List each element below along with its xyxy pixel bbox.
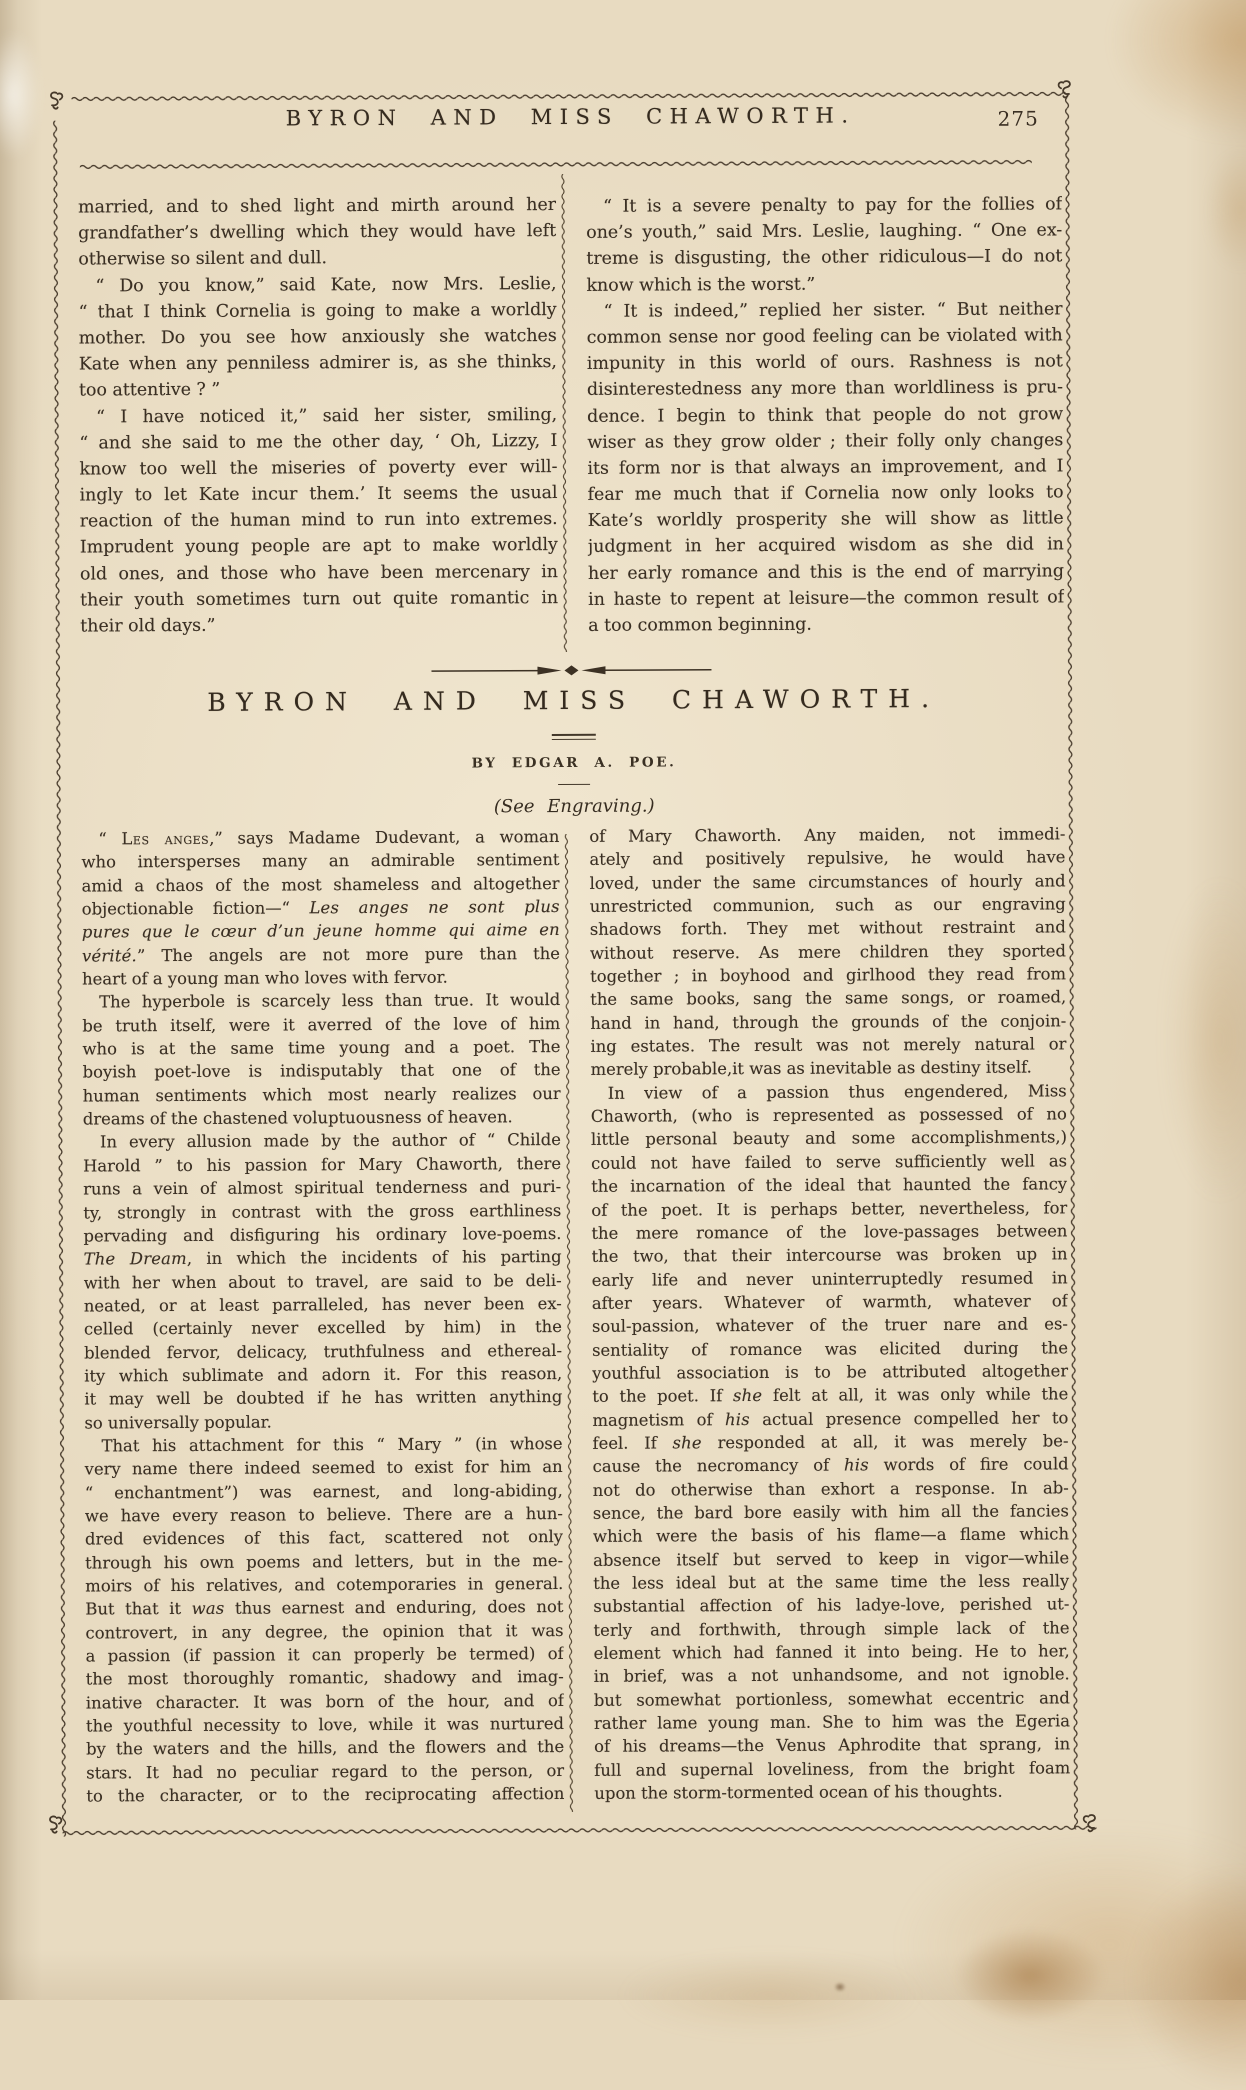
- text-line: loved, under the same circumstances of hourly and: [589, 871, 1066, 893]
- text-line: one’s youth,” said Mrs. Leslie, laughing. “ One ex-: [586, 220, 1063, 244]
- text-line: feel. If she responded at all, it was merely be-: [592, 1431, 1069, 1453]
- header-rule: [80, 159, 1032, 171]
- text-line: “ that I think Cornelia is going to make a worldly: [78, 299, 557, 323]
- page-number: 275: [997, 106, 1039, 131]
- text-line: ity which sublimate and adorn it. For this reason,: [84, 1363, 563, 1386]
- corner-ornament-bottom-left: [46, 1815, 64, 1833]
- text-line: sence, the bard bore easily with him all the fancies: [592, 1501, 1069, 1523]
- text-line: ately and positively repulsive, he would have: [589, 847, 1066, 870]
- text-line: The Dream, in which the incidents of his parting: [83, 1247, 562, 1269]
- article-column-left: [81, 825, 564, 1808]
- text-line: unrestricted communion, such as our engraving: [589, 894, 1066, 916]
- text-line: but somewhat portionless, somewhat eccentric and: [593, 1688, 1070, 1710]
- text-line: Harold ” to his passion for Mary Chaworth, there: [83, 1153, 562, 1176]
- text-line: cause the necromancy of his words of fire could: [592, 1454, 1069, 1477]
- text-line: “ It is a severe penalty to pay for the follies of: [603, 194, 1063, 217]
- column-divider-article: [563, 834, 574, 1812]
- text-line: the most thoroughly romantic, shadowy and imag-: [85, 1667, 564, 1689]
- text-line: The hyperbole is scarcely less than true. It would: [99, 990, 561, 1012]
- text-line: element which had fanned it into being. He to her,: [593, 1641, 1070, 1663]
- text-line: “ I have noticed it,” said her sister, smiling,: [96, 404, 558, 427]
- text-line: blended fervor, delicacy, truthfulness and ethereal-: [83, 1340, 563, 1363]
- text-line: sentiality of romance was elicited during the: [591, 1337, 1069, 1360]
- text-line: boyish poet-love is indisputably that one of the: [82, 1060, 561, 1082]
- text-line: disinterestedness any more than worldliness is pru-: [586, 377, 1064, 401]
- text-line: substantial affection of his ladye-love, perished ut-: [593, 1594, 1070, 1617]
- text-line: the youthful necessity to love, while it was nurtured: [85, 1714, 565, 1736]
- text-line: not do otherwise than exhort a response. In ab-: [592, 1477, 1069, 1500]
- text-line: judgment in her acquired wisdom as she did in: [587, 534, 1064, 558]
- text-line: dred evidences of this fact, scattered not only: [84, 1527, 564, 1549]
- text-line: moirs of his relatives, and cotemporaries in general.: [85, 1573, 564, 1596]
- text-line: “ Do you know,” said Kate, now Mrs. Leslie,: [95, 273, 557, 296]
- text-line: ingly to let Kate incur them.’ It seems the usual: [79, 483, 558, 506]
- text-line: fear me much that if Cornelia now only looks to: [587, 482, 1064, 505]
- text-line: grandfather’s dwelling which they would have left: [78, 221, 557, 244]
- text-line: who intersperses many an admirable sentiment: [81, 850, 560, 872]
- text-line: “ It is indeed,” replied her sister. “ But neither: [603, 299, 1063, 322]
- text-line: be truth itself, were it averred of the love of him: [82, 1013, 561, 1036]
- text-line: treme is disgusting, the other ridiculous—I do not: [586, 246, 1063, 270]
- text-line: Chaworth, (who is represented as possessed of no: [590, 1104, 1067, 1126]
- corner-ornament-bottom-right: [1080, 1813, 1098, 1831]
- text-line: in brief, was a not unhandsome, and not ignoble.: [593, 1664, 1070, 1687]
- text-line: merely probable,it was as inevitable as destiny itself.: [590, 1057, 1032, 1080]
- text-line: hand in hand, through the grounds of the conjoin-: [590, 1011, 1067, 1033]
- text-line: full and supernal loveliness, from the bright foam: [594, 1758, 1071, 1780]
- text-line: impunity in this world of ours. Rashness is not: [586, 351, 1063, 374]
- text-line: a too common beginning.: [588, 614, 812, 636]
- text-line: the same books, sang the same songs, or roamed,: [590, 987, 1067, 1010]
- text-line: Kate’s worldly prosperity she will show as little: [587, 508, 1064, 532]
- engraving-note: (See Engraving.): [493, 795, 655, 818]
- text-line: too attentive ? ”: [78, 380, 221, 401]
- left-border: [52, 121, 68, 1837]
- column-divider-top-section: [560, 174, 569, 652]
- text-line: married, and to shed light and mirth around her: [78, 195, 557, 218]
- text-line: wiser as they grow older ; their folly only changes: [587, 430, 1064, 453]
- text-line: of Mary Chaworth. Any maiden, not immedi-: [589, 824, 1066, 846]
- text-line: Imprudent young people are apt to make worldly: [79, 535, 558, 558]
- text-line: a passion (if passion it can properly be termed) of: [85, 1644, 564, 1666]
- text-line: “ enchantment”) was earnest, and long-abiding,: [84, 1480, 563, 1503]
- corner-ornament-top-right: [1055, 79, 1073, 97]
- text-line: so universally popular.: [84, 1412, 272, 1433]
- continuation-column-left: [78, 192, 558, 640]
- text-line: to the poet. If she felt at all, it was only while the: [592, 1384, 1069, 1407]
- text-line: of the poet. It is perhaps better, nevertheless, for: [591, 1197, 1068, 1220]
- text-line: with her when about to travel, are said to be deli-: [83, 1270, 562, 1293]
- text-line: pervading and disfiguring his ordinary love-poems.: [83, 1223, 562, 1246]
- text-line: their old days.”: [80, 615, 216, 637]
- text-line: “ Les anges,” says Madame Dudevant, a woman: [98, 827, 560, 849]
- text-line: which were the basis of his flame—a flame which: [592, 1524, 1070, 1547]
- text-line: of his dreams—the Venus Aphrodite that sprang, in: [594, 1734, 1071, 1757]
- text-line: the two, that their intercourse was broken up in: [591, 1244, 1068, 1267]
- bottom-border: [63, 1824, 1097, 1836]
- text-line: know too well the miseries of poverty ever will-: [79, 456, 558, 480]
- text-line: vérité.” The angels are not more pure than the: [81, 943, 561, 966]
- text-line: who is at the same time young and a poet. The: [82, 1037, 561, 1059]
- text-line: stars. It had no peculiar regard to the person, or: [86, 1760, 565, 1783]
- running-title: BYRON AND MISS CHAWORTH.: [285, 103, 856, 131]
- text-line: heart of a young man who loves with fervor.: [82, 967, 448, 989]
- text-line: we have every reason to believe. There are a hun-: [84, 1503, 563, 1526]
- text-line: old ones, and those who have been mercenary in: [79, 561, 559, 585]
- text-line: But that it was thus earnest and enduring, does not: [85, 1597, 564, 1619]
- text-line: know which is the worst.”: [586, 274, 816, 296]
- title-rule: [552, 734, 596, 740]
- text-line: to the character, or to the reciprocating affection: [86, 1784, 565, 1806]
- text-line: it may well be doubted if he has written anything: [84, 1387, 563, 1409]
- text-line: mother. Do you see how anxiously she watches: [78, 325, 557, 349]
- top-border: [71, 90, 1065, 102]
- text-line: rather lame young man. She to him was the Egeria: [593, 1711, 1071, 1733]
- text-line: common sense nor good feeling can be violated with: [586, 325, 1063, 348]
- text-line: otherwise so silent and dull.: [78, 248, 328, 270]
- text-line: In view of a passion thus engendered, Miss: [607, 1081, 1067, 1103]
- text-line: In every allusion made by the author of “ Childe: [99, 1130, 561, 1152]
- text-line: in haste to repent at leisure—the common result of: [588, 587, 1065, 610]
- text-line: the less ideal but at the same time the less really: [593, 1571, 1070, 1593]
- text-line: early life and never uninterruptedly resumed in: [591, 1267, 1068, 1290]
- text-line: without reserve. As mere children they sported: [589, 941, 1067, 963]
- text-line: together ; in boyhood and girlhood they read from: [590, 964, 1067, 986]
- text-line: through his own poems and letters, but in the me-: [85, 1550, 564, 1573]
- text-line: neated, or at least parralleled, has never been ex-: [83, 1293, 562, 1316]
- text-line: runs a vein of almost spiritual tenderness and puri-: [83, 1177, 562, 1199]
- text-line: could not have failed to serve sufficiently well as: [591, 1151, 1068, 1173]
- text-line: soul-passion, whatever of the truer nare and es-: [591, 1314, 1068, 1337]
- text-line: ing estates. The result was not merely natural or: [590, 1034, 1067, 1056]
- text-line: amid a chaos of the most shameless and altogether: [81, 873, 560, 896]
- text-line: absence itself but served to keep in vigor—while: [593, 1547, 1070, 1570]
- text-line: ty, strongly in contrast with the gross earthliness: [83, 1200, 562, 1222]
- text-line: its form nor is that always an improvement, and I: [587, 456, 1064, 479]
- continuation-column-right: [586, 191, 1064, 639]
- text-line: dence. I begin to think that people do not grow: [587, 403, 1064, 427]
- text-line: the incarnation of the ideal that haunted the fancy: [591, 1174, 1068, 1196]
- text-line: by the waters and the hills, and the flowers and the: [86, 1737, 565, 1759]
- text-line: very name there indeed seemed to exist for him an: [84, 1457, 563, 1479]
- text-line: human sentiments which most nearly realizes our: [82, 1083, 561, 1106]
- article-title: BYRON AND MISS CHAWORTH.: [207, 684, 941, 717]
- byline-rule: [558, 784, 590, 787]
- text-line: magnetism of his actual presence compelled her to: [592, 1407, 1069, 1430]
- text-line: shadows forth. They met without restraint and: [589, 917, 1066, 940]
- text-line: the mere romance of the love-passages between: [591, 1221, 1068, 1243]
- text-line: youthful association is to be attributed altogether: [592, 1361, 1069, 1383]
- article-column-right: [589, 822, 1070, 1805]
- text-line: “ and she said to me the other day, ‘ Oh, Lizzy, I: [79, 430, 558, 454]
- text-line: her early romance and this is the end of marrying: [587, 560, 1065, 584]
- text-line: their youth sometimes turn out quite romantic in: [80, 587, 559, 611]
- text-line: celled (certainly never excelled by him) in the: [83, 1317, 562, 1339]
- article-byline: BY EDGAR A. POE.: [471, 754, 677, 772]
- section-divider-ornament: [431, 663, 711, 677]
- text-line: Kate when any penniless admirer is, as she thinks,: [78, 352, 557, 375]
- text-line: dreams of the chastened voluptuousness of heaven.: [82, 1107, 513, 1129]
- text-line: controvert, in any degree, the opinion that it was: [85, 1620, 564, 1643]
- text-line: reaction of the human mind to run into extremes.: [79, 509, 558, 532]
- text-line: objectionable fiction—“ Les anges ne sont plus: [81, 897, 560, 919]
- text-line: inative character. It was born of the hour, and of: [85, 1690, 564, 1713]
- text-line: little personal beauty and some accomplishments,): [590, 1127, 1067, 1150]
- text-line: terly and forthwith, through simple lack of the: [593, 1618, 1070, 1640]
- text-line: pures que le cœur d’un jeune homme qui aime en: [81, 920, 560, 942]
- corner-ornament-top-left: [47, 91, 65, 109]
- text-line: That his attachment for this “ Mary ” (in whose: [101, 1433, 563, 1456]
- text-line: upon the storm-tormented ocean of his thoughts.: [594, 1781, 1003, 1803]
- text-line: after years. Whatever of warmth, whatever of: [591, 1291, 1068, 1313]
